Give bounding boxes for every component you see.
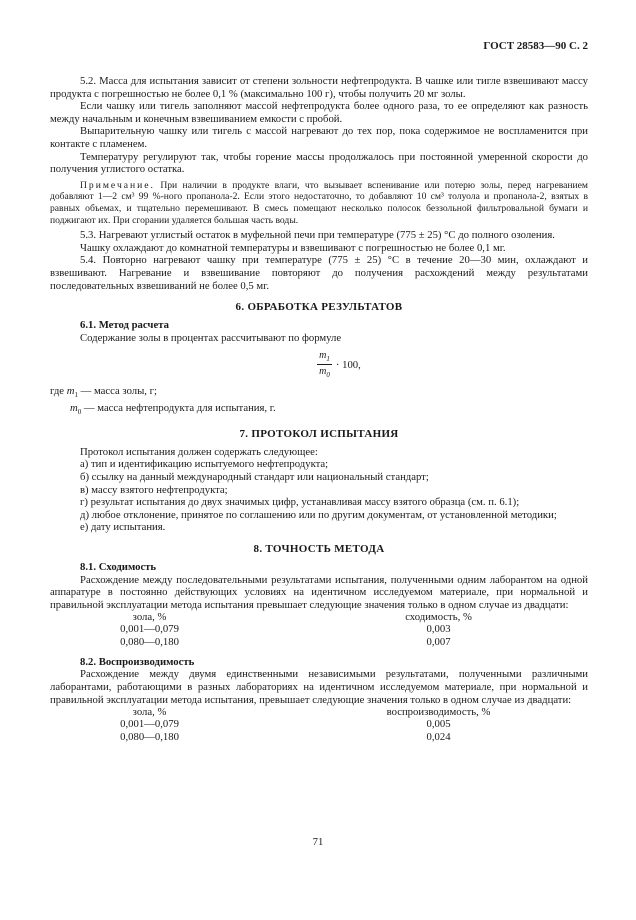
formula-fraction bbox=[317, 350, 332, 379]
where-line-2: $m_0$ — масса нефтепродукта для испытания, г. bbox=[70, 402, 276, 417]
list-item: г) результат испытания до двух значимых цифр, устанавливая массу взятого образца (см. п. 6.1); bbox=[80, 496, 520, 509]
section-7-intro: Протокол испытания должен содержать следующее: bbox=[80, 445, 318, 458]
subsection-6-1-text: Содержание золы в процентах рассчитывают по формуле bbox=[80, 331, 342, 344]
table-cell: 0,080—0,180 bbox=[120, 635, 179, 648]
table-header-row bbox=[50, 706, 588, 718]
table-header-cell: зола, % bbox=[132, 706, 167, 719]
list-item: б) ссылку на данный международный стандарт или национальный стандарт; bbox=[80, 470, 429, 483]
table-cell: 0,080—0,180 bbox=[120, 730, 179, 743]
subsection-8-2-title: 8.2. Воспроизводимость bbox=[80, 655, 195, 668]
paragraph-5-2d: Температуру регулируют так, чтобы горение массы продолжалось при постоянной умеренной скорости до получения углистого остатка. bbox=[50, 150, 588, 176]
subsection-8-1-title: 8.1. Сходимость bbox=[80, 560, 157, 573]
table-header-cell: сходимость, % bbox=[405, 611, 472, 624]
list-item: в) массу взятого нефтепродукта; bbox=[80, 483, 228, 496]
formula-tail: · 100, bbox=[335, 358, 361, 371]
list-item: е) дату испытания. bbox=[80, 521, 166, 534]
table-header-cell: зола, % bbox=[132, 611, 167, 624]
where-line-1: где $m_1$ — масса золы, г; bbox=[50, 385, 158, 400]
table-header-cell: воспроизводимость, % bbox=[386, 706, 491, 719]
table-row bbox=[50, 636, 588, 648]
formula-denominator: $m_0$ bbox=[319, 366, 330, 380]
section-8-title: 8. ТОЧНОСТЬ МЕТОДА bbox=[253, 542, 385, 555]
paragraph-5-2c: Выпарительную чашку или тигель с массой нагревают до тех пор, пока содержимое не воспламенится при контакте с пламенем. bbox=[50, 125, 588, 150]
paragraph-5-2b: Если чашку или тигель заполняют массой нефтепродукта более одного раза, то ее определяют как разность между начальным и конечным взвешиванием емкости с пробой. bbox=[50, 100, 588, 125]
table-cell: 0,001—0,079 bbox=[120, 718, 179, 731]
table-cell: 0,005 bbox=[426, 718, 451, 731]
list-item: а) тип и идентификацию испытуемого нефтепродукта; bbox=[80, 458, 329, 471]
paragraph-5-3: 5.3. Нагревают углистый остаток в муфельной печи при температуре (775 ± 25) °С до полного озоления. bbox=[80, 229, 555, 242]
repeatability-table bbox=[50, 611, 588, 648]
note-label: Примечание. bbox=[80, 179, 155, 191]
reproducibility-table bbox=[50, 706, 588, 743]
subsection-8-2-text: Расхождение между двумя единственными независимыми результатами, полученными различными лаборантами, работающими в разных лабораториях на идентичном исследуемом материале, при нормальной и правильной эксплуатации метода испытания, превышает следующие значения только в одном случае из двадцати: bbox=[50, 668, 588, 706]
subsection-6-1-title: 6.1. Метод расчета bbox=[80, 319, 169, 332]
note-text: При наличии в продукте влаги, что вызывает вспенивание или потерю золы, перед нагреванием добавляют 1—2 см³ 99 %-ного пропанола-2. Если этого недостаточно, то добавляют 10 см³ толуола и пропанола-2, взятых в равных объемах, и тщательно перемешивают. В смесь помещают несколько полосок беззольной фильтровальной бумаги и поджигают их. При сгорании удаляется большая часть воды. bbox=[50, 179, 588, 226]
subsection-8-1-text: Расхождение между последовательными результатами испытания, полученными одним лаборантом на одной аппаратуре в постоянно действующих условиях на идентичном исследуемом материале, при нормальной и правильной эксплуатации метода испытания превышает следующие значения только в одном случае из двадцати: bbox=[50, 573, 588, 611]
paragraph-5-2: 5.2. Масса для испытания зависит от степени зольности нефтепродукта. В чашке или тигле взвешивают массу продукта с погрешностью не более 0,1 % (максимально 100 г), чтобы получить 20 мг золы. bbox=[50, 75, 588, 100]
paragraph-5-3b: Чашку охлаждают до комнатной температуры и взвешивают с погрешностью не более 0,1 мг. bbox=[80, 241, 506, 254]
table-cell: 0,024 bbox=[426, 730, 451, 743]
ash-formula bbox=[90, 350, 588, 379]
note bbox=[50, 180, 588, 226]
list-item: д) любое отклонение, принятое по соглашению или по другим документам, от установленной методики; bbox=[80, 508, 557, 521]
table-row bbox=[50, 623, 588, 635]
table-cell: 0,007 bbox=[426, 635, 451, 648]
table-row bbox=[50, 718, 588, 730]
section-6-title: 6. ОБРАБОТКА РЕЗУЛЬТАТОВ bbox=[235, 301, 403, 314]
formula-numerator: $m_1$ bbox=[319, 350, 330, 364]
table-cell: 0,003 bbox=[426, 623, 451, 636]
page-header: ГОСТ 28583—90 С. 2 bbox=[483, 40, 588, 52]
section-7-title: 7. ПРОТОКОЛ ИСПЫТАНИЯ bbox=[239, 427, 399, 440]
table-cell: 0,001—0,079 bbox=[120, 623, 179, 636]
paragraph-5-4: 5.4. Повторно нагревают чашку при температуре (775 ± 25) °С в течение 20—30 мин, охлаждают и взвешивают. Нагревание и взвешивание повторяют до получения расхождений между результатами последовательных взвешиваний не более 0,5 мг. bbox=[50, 254, 588, 292]
page-number: 71 bbox=[312, 836, 324, 848]
table-row bbox=[50, 731, 588, 743]
page-body bbox=[50, 75, 588, 747]
table-header-row bbox=[50, 611, 588, 623]
